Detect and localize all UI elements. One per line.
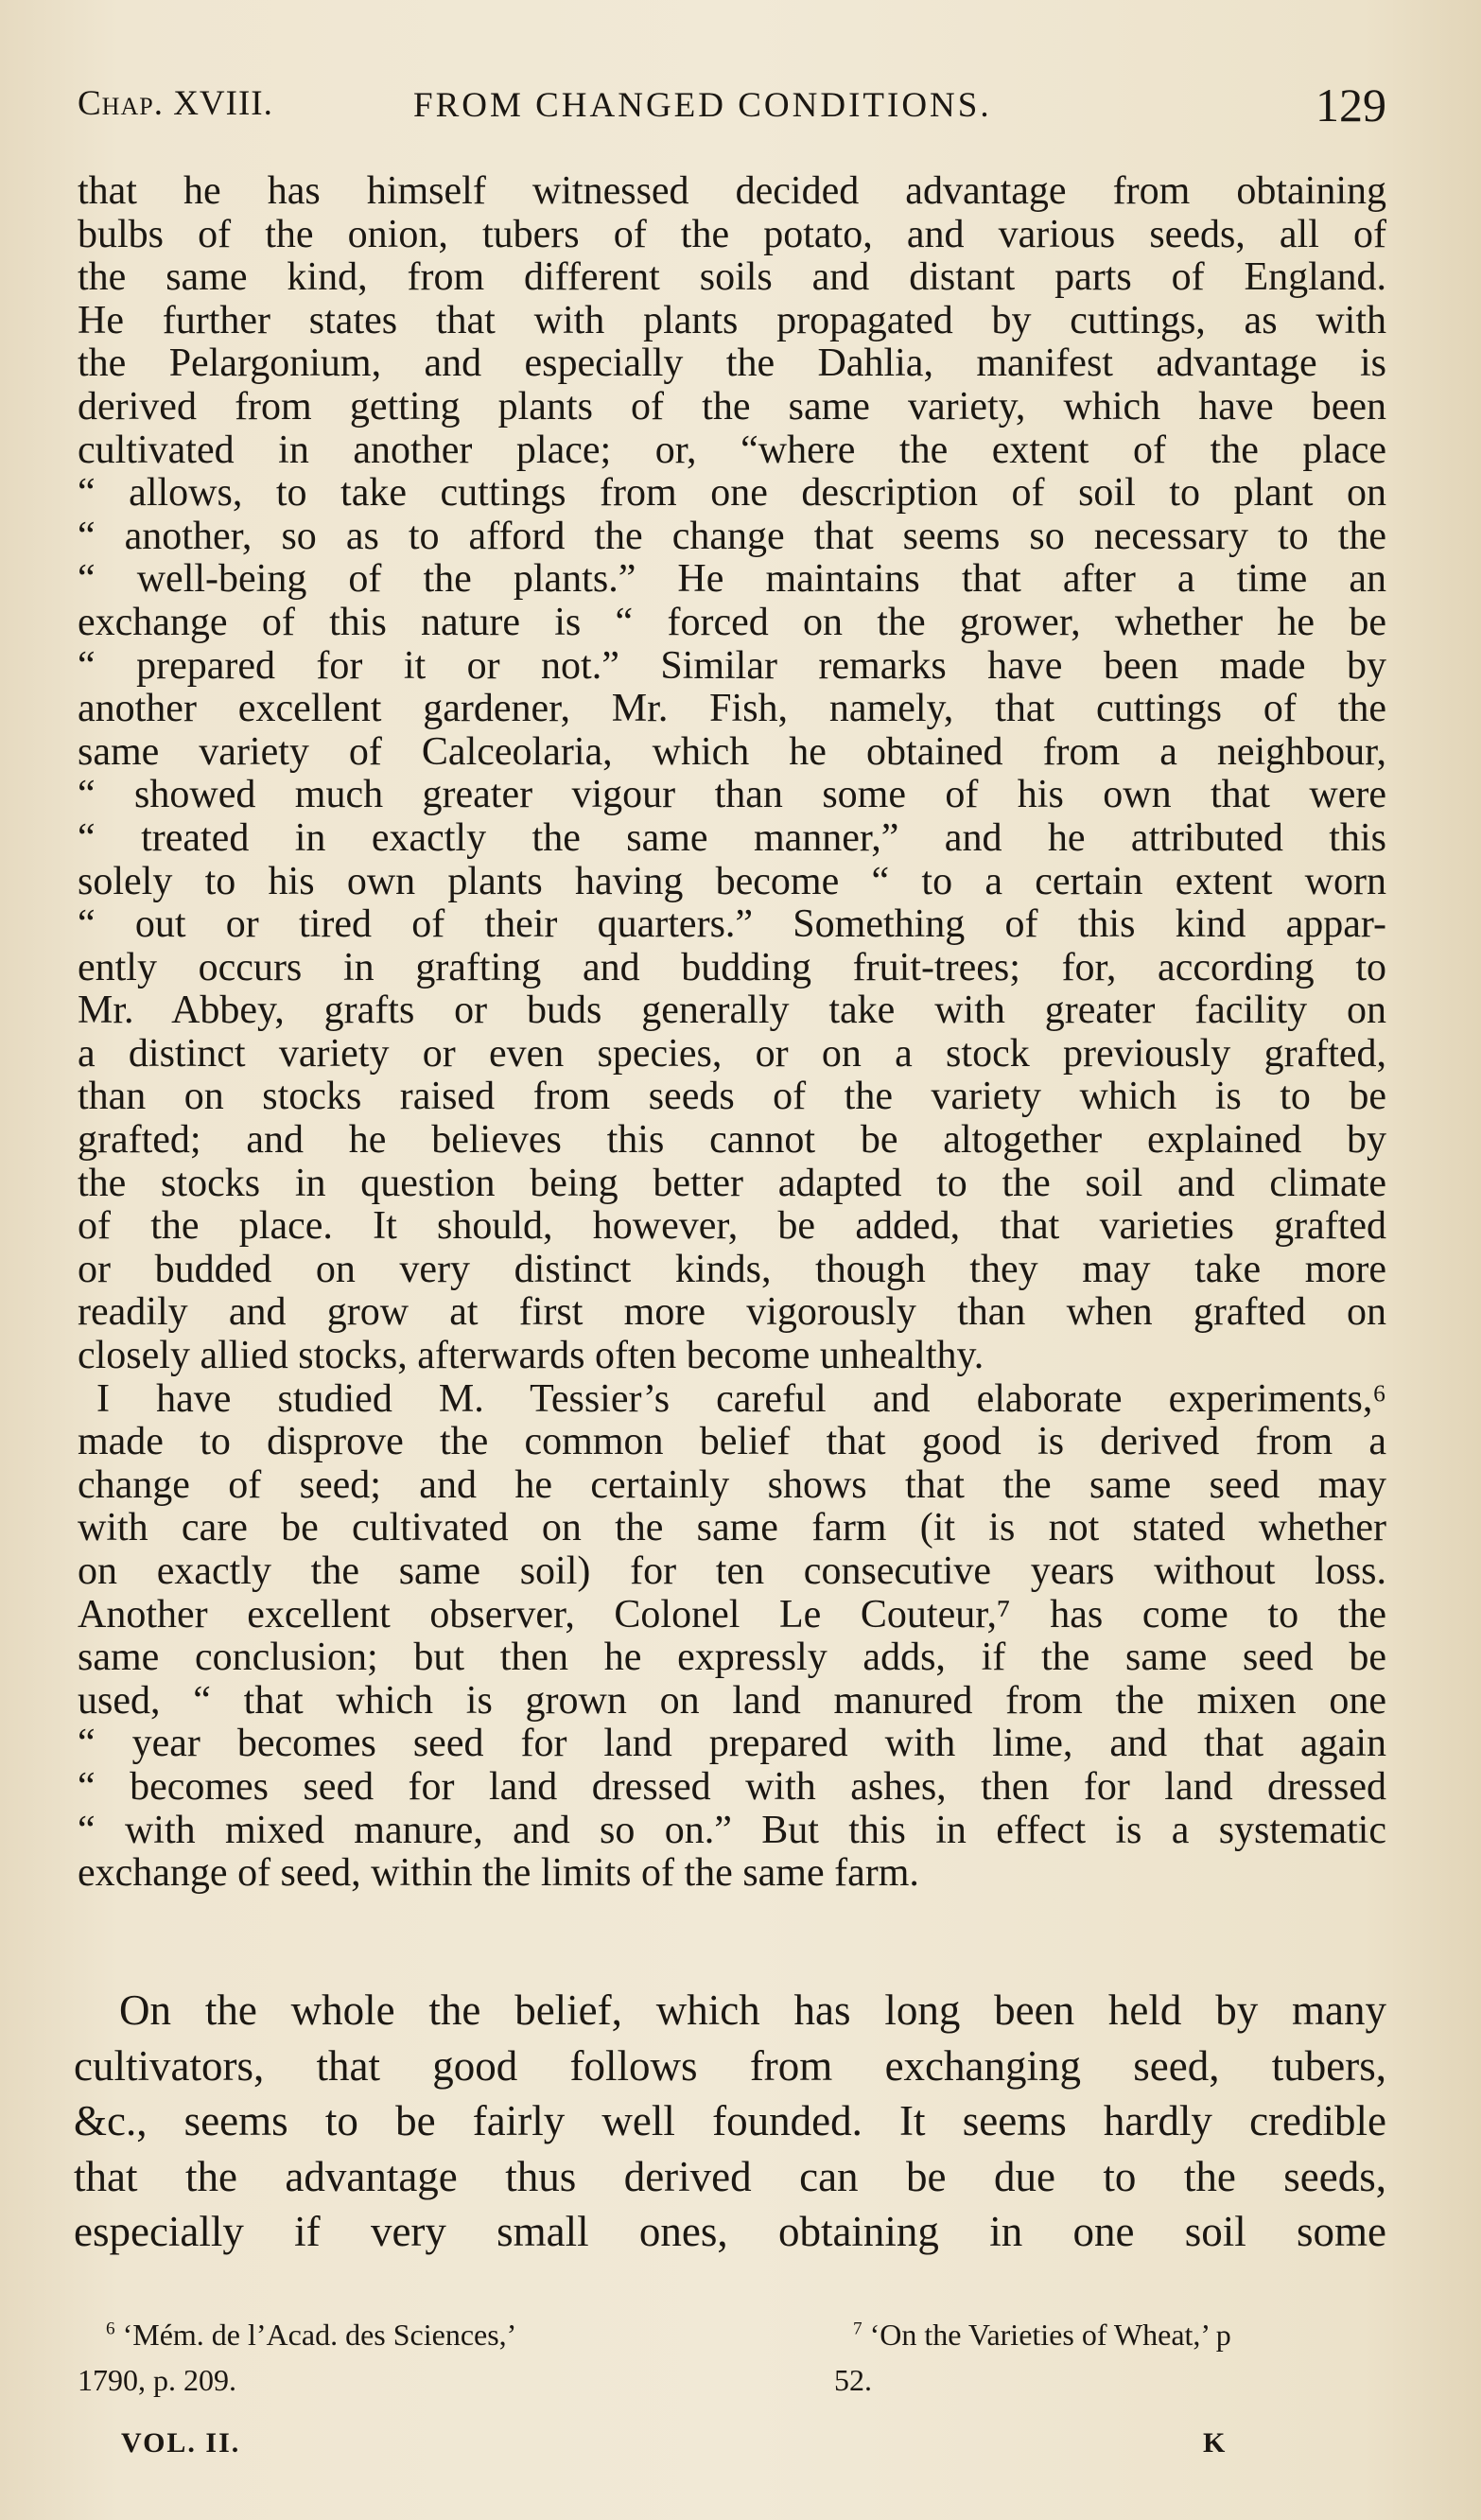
footnote-text: ‘On the Varieties of Wheat,’ p — [869, 2318, 1231, 2352]
text-line: made to disprove the common belief that good is derived from a — [78, 1421, 1386, 1464]
text-line: same conclusion; but then he expressly adds, if the same seed be — [78, 1636, 1386, 1680]
body-text — [78, 170, 1386, 1896]
text-line: He further states that with plants propagated by cuttings, as with — [78, 299, 1386, 342]
text-line: of the place. It should, however, be added, that varieties grafted — [78, 1205, 1386, 1249]
text-line: Another excellent observer, Colonel Le Couteur,⁷ has come to the — [78, 1593, 1386, 1636]
text-line: that the advantage thus derived can be due to the seeds, — [74, 2152, 1386, 2200]
running-header — [78, 78, 1386, 144]
volume-label: VOL. II. — [121, 2427, 241, 2459]
text-line: “ out or tired of their quarters.” Something of this kind appar- — [78, 903, 1386, 947]
text-line: “ allows, to take cuttings from one description of soil to plant on — [78, 472, 1386, 516]
page-number: 129 — [1315, 79, 1386, 131]
text-line: derived from getting plants of the same variety, which have been — [78, 385, 1386, 429]
text-line: “ becomes seed for land dressed with ashes, then for land dressed — [78, 1765, 1386, 1809]
chapter-label: Chap. XVIII. — [78, 84, 273, 123]
text-line: or budded on very distinct kinds, though they may take more — [78, 1248, 1386, 1291]
text-line: cultivators, that good follows from exchanging seed, tubers, — [74, 2041, 1386, 2090]
text-line: a distinct variety or even species, or on a stock previously grafted, — [78, 1032, 1386, 1076]
text-line: bulbs of the onion, tubers of the potato, and various seeds, all of — [78, 213, 1386, 256]
footnote-text: 52. — [834, 2363, 872, 2397]
text-line: I have studied M. Tessier’s careful and elaborate experiments,⁶ — [96, 1377, 1386, 1421]
text-line: “ another, so as to afford the change that seems so necessary to the — [78, 515, 1386, 558]
text-line: exchange of seed, within the limits of the same farm. — [78, 1852, 919, 1896]
running-title: FROM CHANGED CONDITIONS. — [413, 86, 992, 125]
text-line: than on stocks raised from seeds of the variety which is to be — [78, 1076, 1386, 1119]
text-line: used, “ that which is grown on land manured from the mixen one — [78, 1679, 1386, 1723]
text-line: especially if very small ones, obtaining in one soil some — [74, 2208, 1386, 2255]
footnote-text: 1790, p. 209. — [78, 2363, 236, 2397]
text-line: on exactly the same soil) for ten consecutive years without loss. — [78, 1550, 1386, 1593]
footnote-7 — [758, 2312, 1386, 2403]
text-line: the same kind, from different soils and distant parts of England. — [78, 256, 1386, 300]
text-line: that he has himself witnessed decided advantage from obtaining — [78, 170, 1386, 213]
text-line: &c., seems to be fairly well founded. It seems hardly credible — [74, 2097, 1386, 2144]
text-line: Mr. Abbey, grafts or buds generally take with greater facility on — [78, 989, 1386, 1033]
text-line: another excellent gardener, Mr. Fish, namely, that cuttings of the — [78, 688, 1386, 731]
text-line: solely to his own plants having become “ to a certain extent worn — [78, 860, 1386, 903]
text-line: exchange of this nature is “ forced on the grower, whether he be — [78, 601, 1386, 644]
text-line: “ well-being of the plants.” He maintains that after a time an — [78, 558, 1386, 602]
text-line: change of seed; and he certainly shows that the same seed may — [78, 1463, 1386, 1507]
text-line: with care be cultivated on the same farm (it is not stated whether — [78, 1507, 1386, 1550]
text-line: “ with mixed manure, and so on.” But this in effect is a systematic — [78, 1809, 1386, 1852]
text-line: readily and grow at first more vigorously than when grafted on — [78, 1291, 1386, 1335]
footnote-text: ‘Mém. de l’Acad. des Sciences,’ — [122, 2318, 517, 2352]
text-line: On the whole the belief, which has long been held by many — [119, 1986, 1386, 2034]
text-line: closely allied stocks, afterwards often become unhealthy. — [78, 1335, 984, 1378]
text-line: “ treated in exactly the same manner,” and he attributed this — [78, 816, 1386, 860]
text-line: “ showed much greater vigour than some of his own that were — [78, 774, 1386, 817]
text-line: ently occurs in grafting and budding fruit-trees; for, according to — [78, 946, 1386, 989]
text-line: “ year becomes seed for land prepared with lime, and that again — [78, 1723, 1386, 1766]
text-line: the stocks in question being better adapted to the soil and climate — [78, 1162, 1386, 1205]
text-line: grafted; and he believes this cannot be altogether explained by — [78, 1119, 1386, 1163]
summary-paragraph — [74, 1983, 1386, 2260]
signature-mark: K — [1203, 2427, 1226, 2459]
footnote-marker: 6 — [106, 2319, 115, 2339]
text-line: cultivated in another place; or, “where the extent of the place — [78, 429, 1386, 472]
footnote-6 — [78, 2312, 740, 2403]
text-line: “ prepared for it or not.” Similar remarks have been made by — [78, 644, 1386, 688]
text-line: same variety of Calceolaria, which he obtained from a neighbour, — [78, 730, 1386, 774]
text-line: the Pelargonium, and especially the Dahlia, manifest advantage is — [78, 342, 1386, 386]
footnote-marker: 7 — [853, 2319, 862, 2339]
